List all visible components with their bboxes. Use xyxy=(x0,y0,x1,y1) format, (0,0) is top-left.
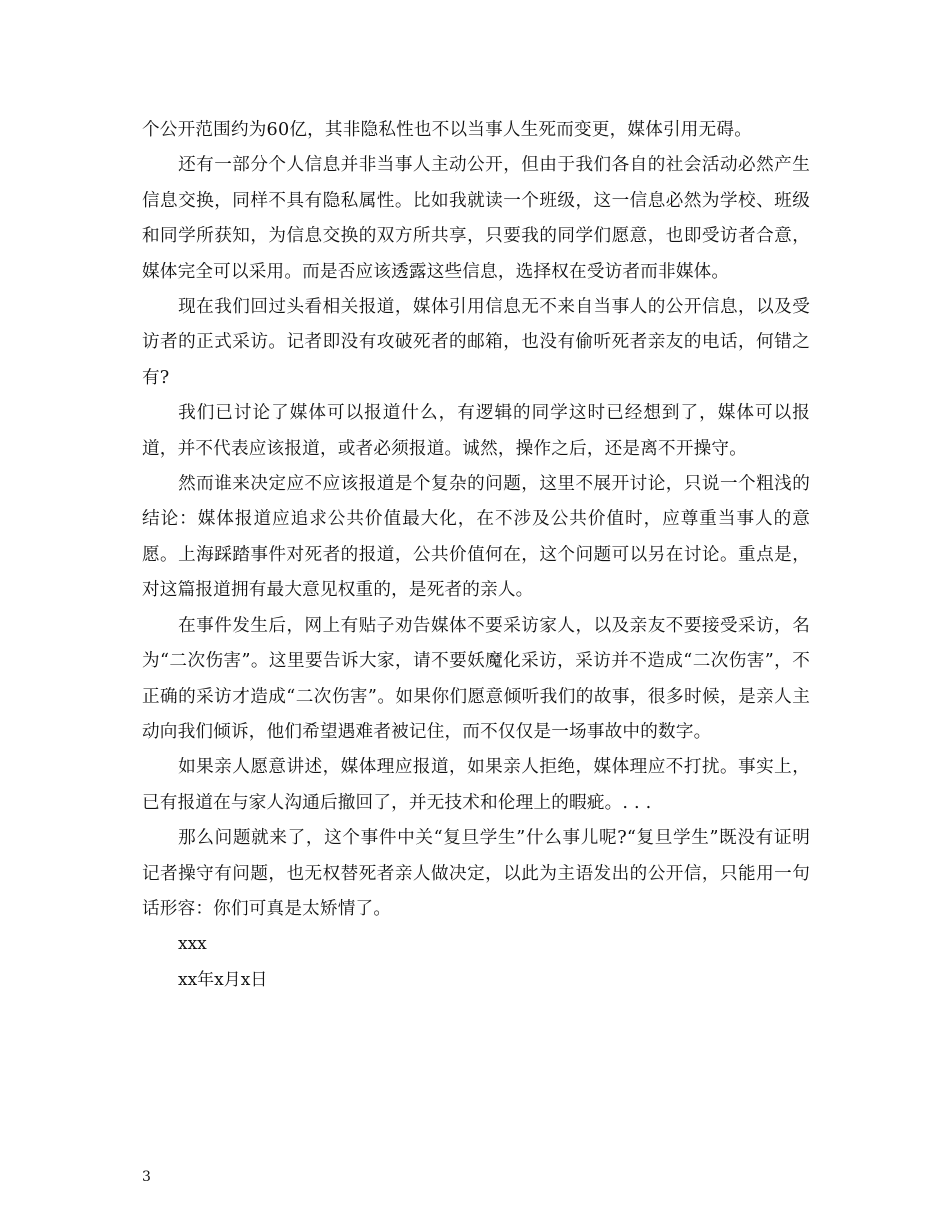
signature-date: xx年x月x日 xyxy=(178,969,268,990)
paragraph-8: 那么问题就来了，这个事件中关“复旦学生”什么事儿呢?“复旦学生”既没有证明记者操守有问题，也无权替死者亲人做决定，以此为主语发出的公开信，只能用一句话形容：你们可真是太矫情了。 xyxy=(142,828,810,919)
page-number: 3 xyxy=(142,1169,151,1185)
letter-body xyxy=(142,113,810,998)
paragraph-4: 我们已讨论了媒体可以报道什么，有逻辑的同学这时已经想到了，媒体可以报道，并不代表应该报道，或者必须报道。诚然，操作之后，还是离不开操守。 xyxy=(142,403,810,459)
paragraph-2: 还有一部分个人信息并非当事人主动公开，但由于我们各自的社会活动必然产生信息交换，同样不具有隐私属性。比如我就读一个班级，这一信息必然为学校、班级和同学所获知，为信息交换的双方所共享，只要我的同学们愿意，也即受访者合意，媒体完全可以采用。而是否应该透露这些信息，选择权在受访者而非媒体。 xyxy=(142,155,810,282)
paragraph-6: 在事件发生后，网上有贴子劝告媒体不要采访家人，以及亲友不要接受采访，名为“二次伤害”。这里要告诉大家，请不要妖魔化采访，采访并不造成“二次伤害”，不正确的采访才造成“二次伤害”。如果你们愿意倾听我们的故事，很多时候，是亲人主动向我们倾诉，他们希望遇难者被记住，而不仅仅是一场事故中的数字。 xyxy=(142,615,810,742)
paragraph-5: 然而谁来决定应不应该报道是个复杂的问题，这里不展开讨论，只说一个粗浅的结论：媒体报道应追求公共价值最大化，在不涉及公共价值时，应尊重当事人的意愿。上海踩踏事件对死者的报道，公共价值何在，这个问题可以另在讨论。重点是，对这篇报道拥有最大意见权重的，是死者的亲人。 xyxy=(142,474,810,601)
signature-name: xxx xyxy=(178,934,207,955)
paragraph-1: 个公开范围约为60亿，其非隐私性也不以当事人生死而变更，媒体引用无碍。 xyxy=(142,120,752,140)
paragraph-7: 如果亲人愿意讲述，媒体理应报道，如果亲人拒绝，媒体理应不打扰。事实上，已有报道在与家人沟通后撤回了，并无技术和伦理上的暇疵。. . . xyxy=(142,757,810,813)
paragraph-3: 现在我们回过头看相关报道，媒体引用信息无不来自当事人的公开信息，以及受访者的正式采访。记者即没有攻破死者的邮箱，也没有偷听死者亲友的电话，何错之有? xyxy=(142,297,810,388)
